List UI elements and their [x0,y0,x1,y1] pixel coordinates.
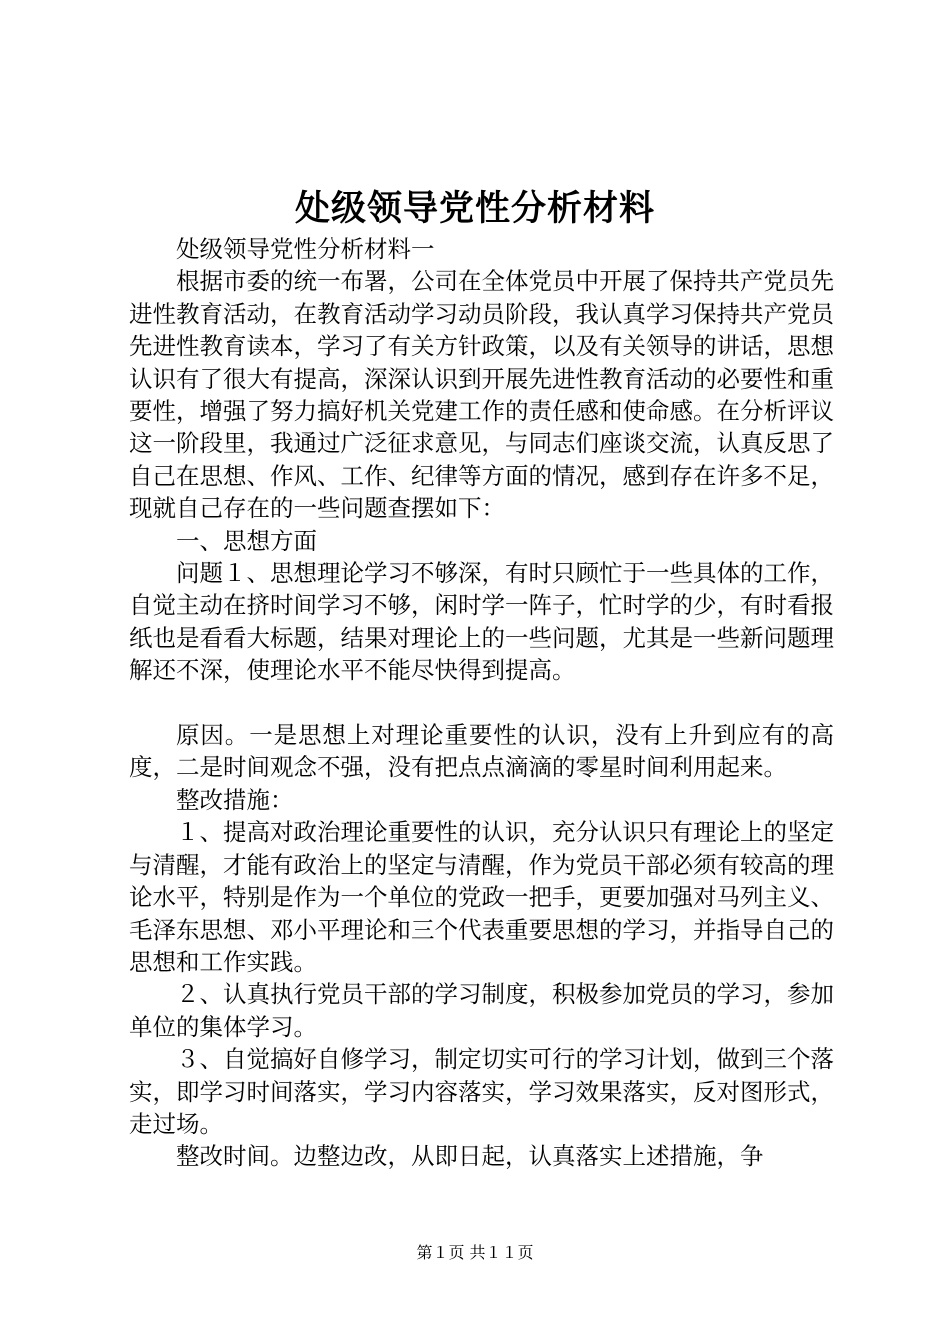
list-item: ２、认真执行党员干部的学习制度，积极参加党员的学习，参加单位的集体学习。 [129,980,834,1041]
body-paragraph: 根据市委的统一布署，公司在全体党员中开展了保持共产党员先进性教育活动，在教育活动学习动员阶段，我认真学习保持共产党员先进性教育读本，学习了有关方针政策，以及有关领导的讲话，思想认识有了很大有提高，深深认识到开展先进性教育活动的必要性和重要性，增强了努力搞好机关党建工作的责任感和使命感。在分析评议这一阶段里，我通过广泛征求意见，与同志们座谈交流，认真反思了自己在思想、作风、工作、纪律等方面的情况，感到存在许多不足，现就自己存在的一些问题查摆如下： [129,267,834,523]
section-heading: 一、思想方面 [176,526,317,555]
body-paragraph: 原因。一是思想上对理论重要性的认识，没有上升到应有的高度，二是时间观念不强，没有把点点滴滴的零星时间利用起来。 [129,721,834,782]
document-title: 处级领导党性分析材料 [294,188,655,229]
list-item: ３、自觉搞好自修学习，制定切实可行的学习计划，做到三个落实，即学习时间落实，学习内容落实，学习效果落实，反对图形式，走过场。 [129,1045,834,1138]
body-paragraph: 问题１、思想理论学习不够深，有时只顾忙于一些具体的工作，自觉主动在挤时间学习不够，闲时学一阵子，忙时学的少，有时看报纸也是看看大标题，结果对理论上的一些问题，尤其是一些新问题理解还不深，使理论水平不能尽快得到提高。 [129,559,834,685]
document-body [129,233,834,1173]
page-number-footer: 第１页 共１１页 [416,1243,534,1262]
body-paragraph: 整改时间。边整边改，从即日起，认真落实上述措施，争 [176,1142,764,1171]
section-heading: 处级领导党性分析材料一 [176,235,435,263]
section-heading: 整改措施： [176,785,294,814]
list-item: １、提高对政治理论重要性的认识，充分认识只有理论上的坚定与清醒，才能有政治上的坚定与清醒，作为党员干部必须有较高的理论水平，特别是作为一个单位的党政一把手，更要加强对马列主义、毛泽东思想、邓小平理论和三个代表重要思想的学习，并指导自己的思想和工作实践。 [129,818,834,976]
